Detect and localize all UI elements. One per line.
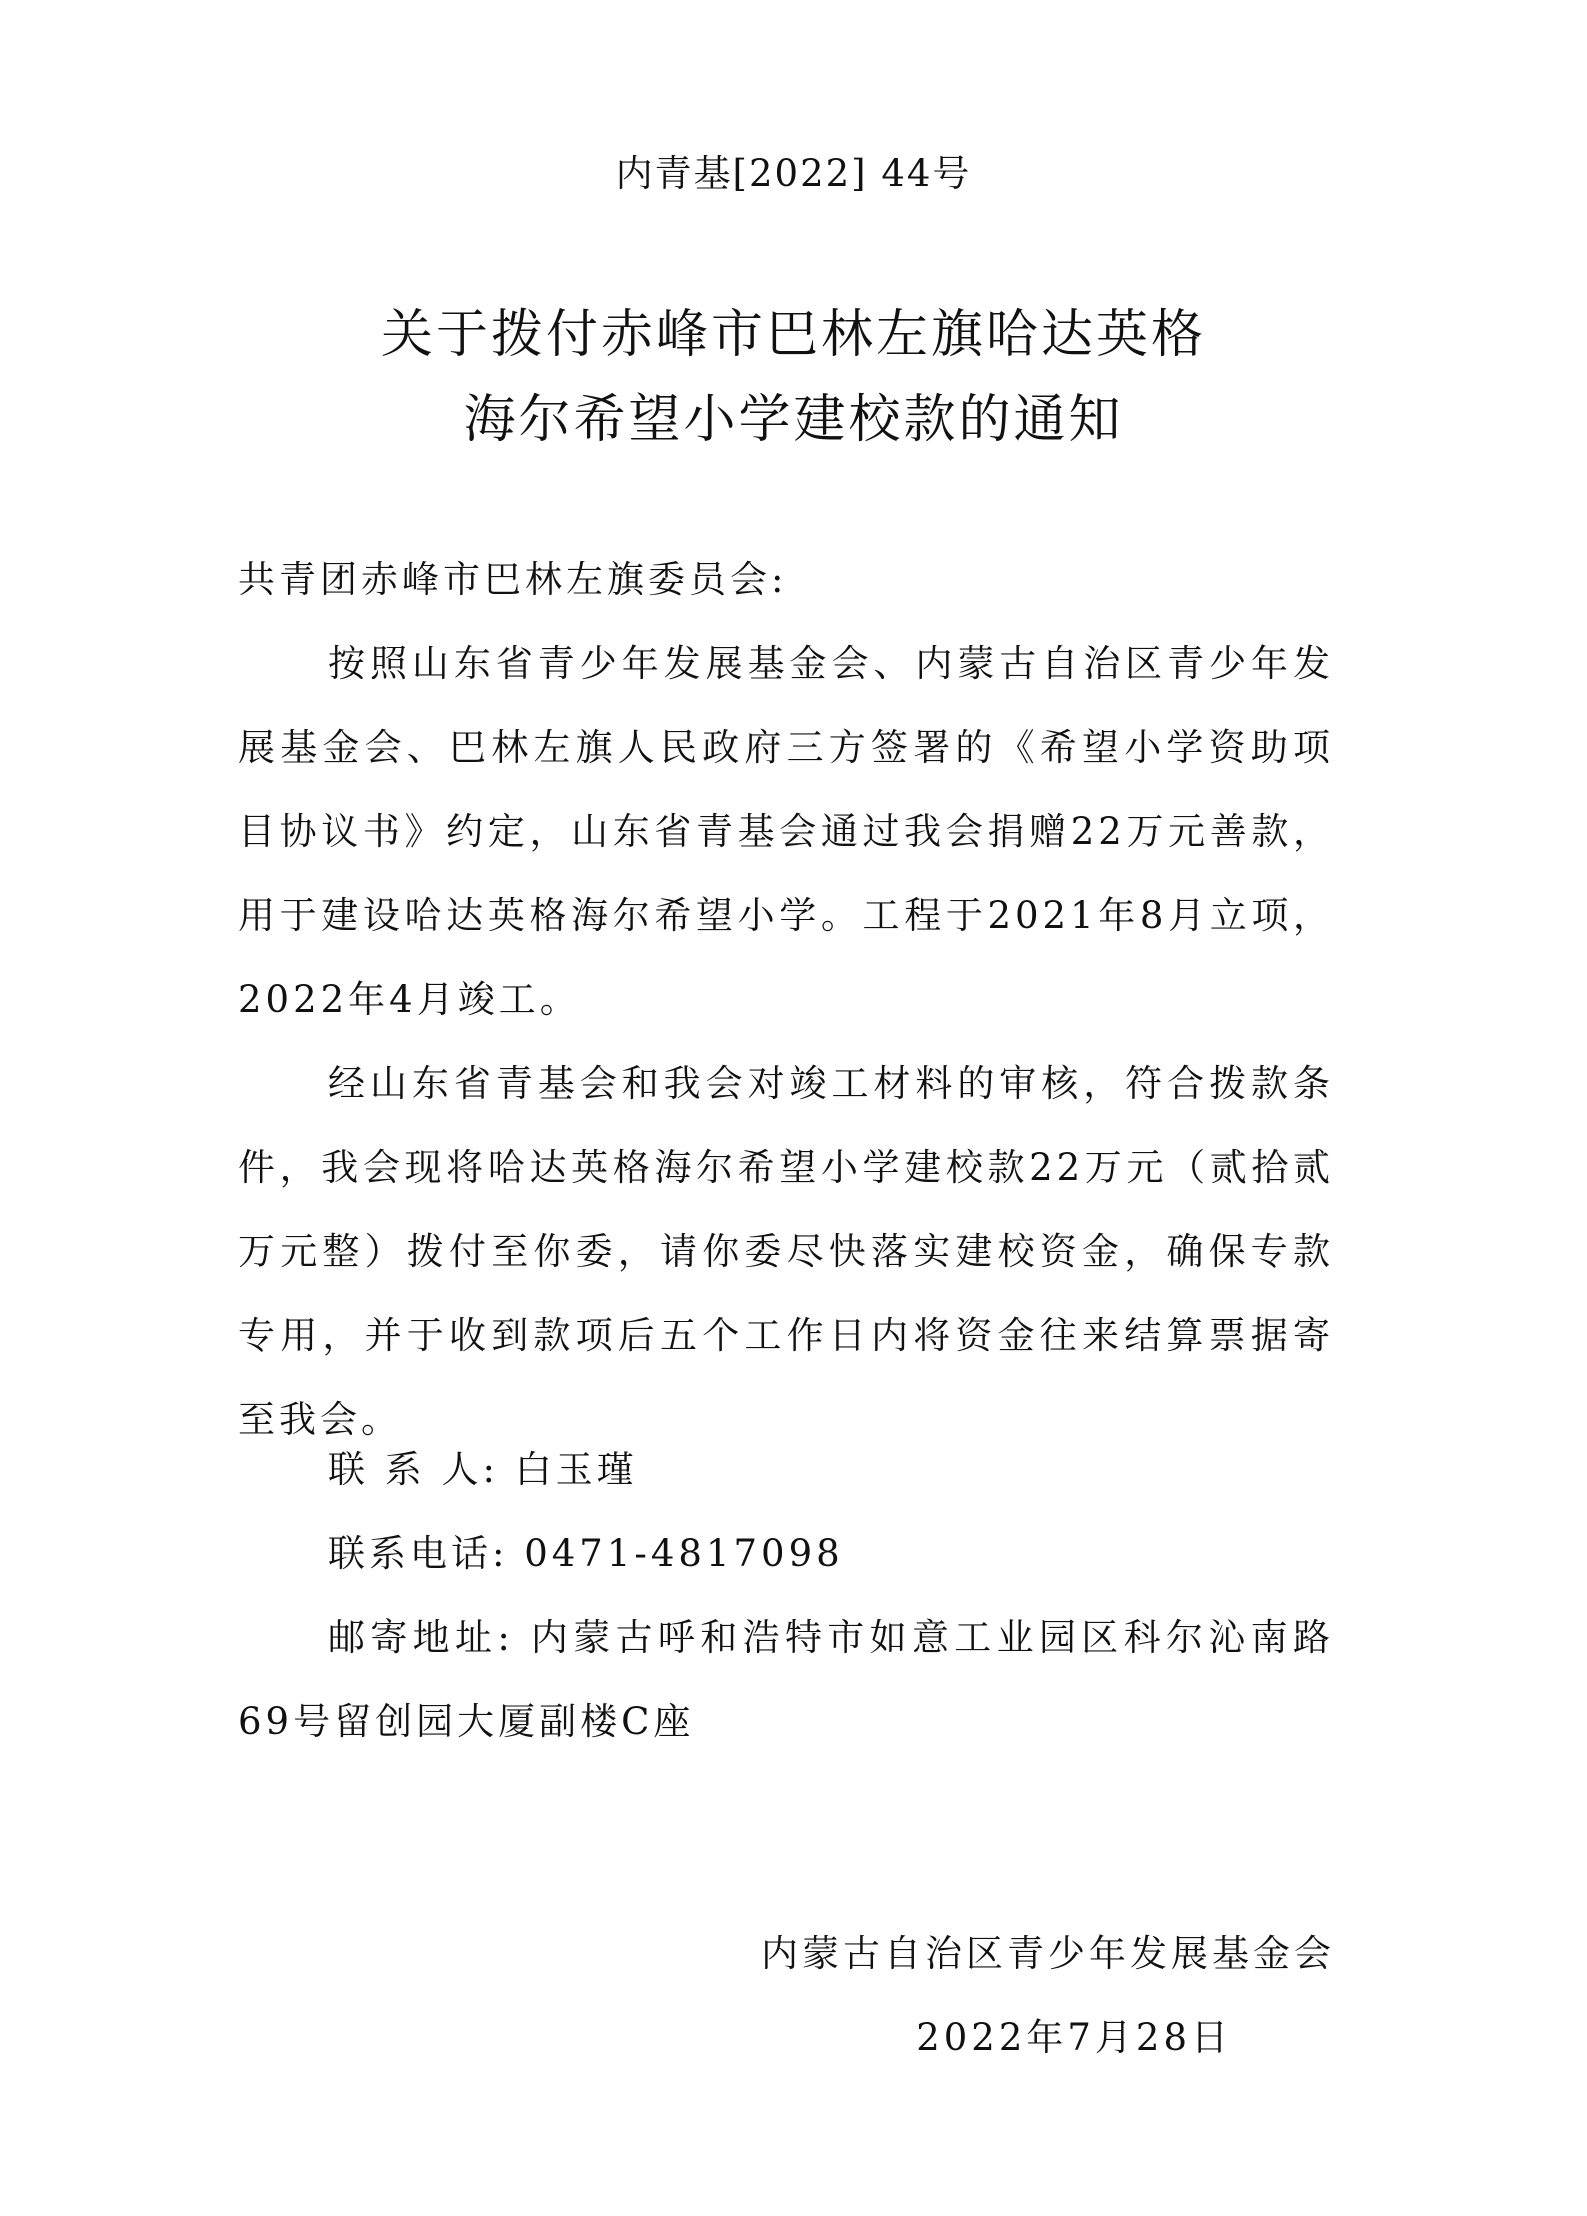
issuing-organization: 内蒙古自治区青少年发展基金会 <box>761 1932 1335 1975</box>
salutation: 共青团赤峰市巴林左旗委员会: <box>238 558 788 601</box>
document-number: 内青基[2022] 44号 <box>615 152 972 195</box>
document-title-line-2: 海尔希望小学建校款的通知 <box>463 390 1124 450</box>
issue-date: 2022年7月28日 <box>916 2016 1232 2059</box>
body-paragraph-1: 按照山东省青少年发展基金会、内蒙古自治区青少年发展基金会、巴林左旗人民政府三方签署的《希望小学资助项目协议书》约定，山东省青基会通过我会捐赠22万元善款，用于建设哈达英格海尔希望小学。工程于2021年8月立项，2022年4月竣工。 <box>238 642 1334 1021</box>
contact-phone: 联系电话: 0471-4817098 <box>328 1532 844 1575</box>
contact-person: 联 系 人: 白玉瑾 <box>328 1448 638 1491</box>
mailing-address: 邮寄地址: 内蒙古呼和浩特市如意工业园区科尔沁南路69号留创园大厦副楼C座 <box>238 1616 1334 1743</box>
document-title-line-1: 关于拨付赤峰市巴林左旗哈达英格 <box>380 305 1206 365</box>
body-paragraph-2: 经山东省青基会和我会对竣工材料的审核，符合拨款条件，我会现将哈达英格海尔希望小学建校款22万元（贰拾贰万元整）拨付至你委，请你委尽快落实建校资金，确保专款专用，并于收到款项后五个工作日内将资金往来结算票据寄至我会。 <box>238 1062 1334 1441</box>
